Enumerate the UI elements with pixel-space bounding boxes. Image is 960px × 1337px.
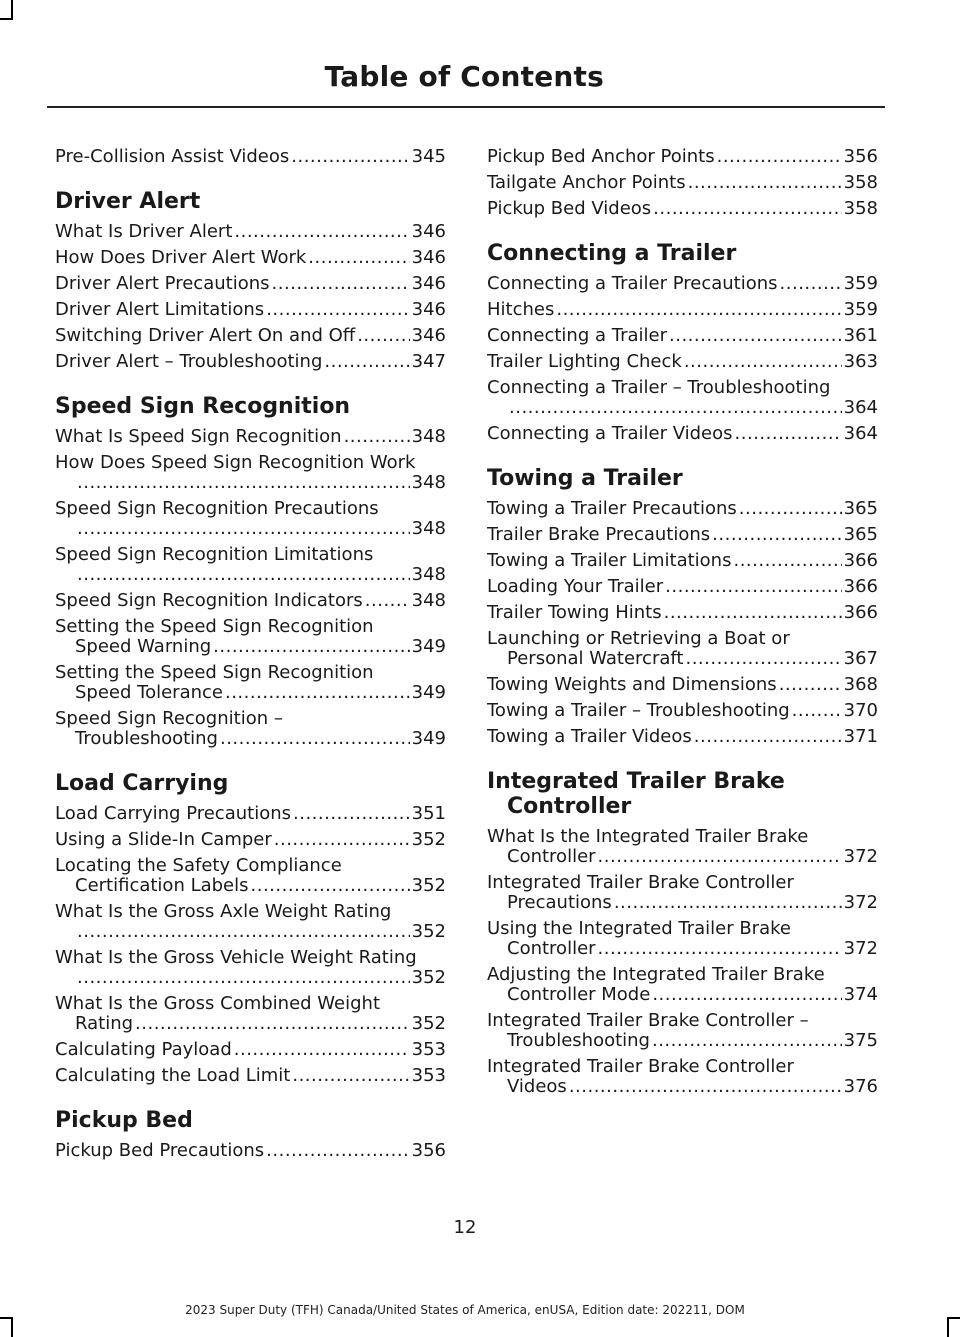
toc-entry[interactable]	[487, 525, 878, 545]
toc-entry-page: 374	[843, 984, 878, 1005]
toc-entry-title: Hitches	[487, 300, 555, 320]
dot-leader	[291, 147, 409, 167]
crop-mark	[947, 1317, 960, 1319]
toc-entry-page: 353	[411, 1040, 446, 1060]
toc-entry-title-cont: Precautions	[507, 892, 612, 913]
dot-leader	[569, 1077, 842, 1097]
dot-leader	[266, 1141, 409, 1161]
dot-leader	[717, 147, 842, 167]
toc-entry-page: 366	[843, 551, 878, 571]
toc-entry-page: 364	[843, 397, 878, 418]
toc-entry[interactable]	[55, 453, 446, 493]
toc-entry-title: Integrated Trailer Brake Controller	[487, 1057, 794, 1077]
toc-entry-page: 346	[411, 300, 446, 320]
dot-leader	[266, 300, 409, 320]
toc-entry[interactable]	[55, 856, 446, 896]
section-heading	[55, 771, 446, 796]
toc-entry[interactable]	[487, 827, 878, 867]
dot-leader	[225, 683, 410, 703]
toc-entry-page: 352	[411, 1013, 446, 1034]
toc-entry-title: What Is the Integrated Trailer Brake	[487, 827, 809, 847]
dot-leader	[556, 300, 841, 320]
toc-entry[interactable]	[487, 1057, 878, 1097]
toc-entry-title: Speed Sign Recognition Limitations	[55, 545, 374, 565]
dot-leader	[694, 727, 842, 747]
page-title: Table of Contents	[324, 60, 604, 93]
toc-entry-page: 348	[411, 427, 446, 447]
dot-leader	[77, 473, 410, 493]
toc-entry[interactable]	[487, 1011, 878, 1051]
toc-entry-title: Tailgate Anchor Points	[487, 173, 686, 193]
dot-leader	[344, 427, 410, 447]
toc-entry-page: 365	[843, 525, 878, 545]
toc-entry-title: Calculating Payload	[55, 1040, 232, 1060]
toc-entry-title: Connecting a Trailer Videos	[487, 424, 733, 444]
toc-entry-title: Trailer Towing Hints	[487, 603, 662, 623]
toc-entry[interactable]	[55, 147, 446, 167]
toc-entry-title: Towing a Trailer Precautions	[487, 499, 737, 519]
toc-entry-page: 346	[411, 222, 446, 242]
dot-leader	[652, 985, 841, 1005]
dot-leader	[292, 1066, 409, 1086]
toc-entry-page: 356	[411, 1141, 446, 1161]
toc-entry-page: 363	[843, 352, 878, 372]
toc-entry-page: 352	[411, 875, 446, 896]
toc-entry-title: Integrated Trailer Brake Controller	[487, 873, 794, 893]
toc-entry-title: Launching or Retrieving a Boat or	[487, 629, 790, 649]
toc-entry[interactable]	[55, 1066, 446, 1086]
toc-entry[interactable]	[55, 994, 446, 1034]
toc-entry-title: What Is the Gross Axle Weight Rating	[55, 902, 392, 922]
toc-entry-title-cont: Videos	[507, 1076, 567, 1097]
header-divider	[47, 106, 885, 108]
dot-leader	[598, 847, 842, 867]
toc-entry-title-cont: Rating	[75, 1013, 134, 1034]
toc-entry-title: Connecting a Trailer	[487, 326, 667, 346]
toc-entry-title: Switching Driver Alert On and Off	[55, 326, 356, 346]
dot-leader	[653, 199, 841, 219]
toc-entry[interactable]	[487, 629, 878, 669]
section-heading	[55, 189, 446, 214]
toc-entry-title: Trailer Brake Precautions	[487, 525, 711, 545]
toc-entry-page: 352	[411, 830, 446, 850]
toc-entry-page: 349	[411, 728, 446, 749]
toc-entry[interactable]	[55, 709, 446, 749]
toc-entry-title: Calculating the Load Limit	[55, 1066, 291, 1086]
toc-entry-title: Pickup Bed Anchor Points	[487, 147, 715, 167]
toc-entry-title: Locating the Safety Compliance	[55, 856, 342, 876]
toc-entry-title: Pickup Bed Videos	[487, 199, 652, 219]
toc-entry-page: 348	[411, 518, 446, 539]
toc-left-column	[55, 147, 446, 1167]
toc-entry-title: Driver Alert Precautions	[55, 274, 270, 294]
toc-entry-title-cont: Personal Watercraft	[507, 648, 684, 669]
toc-entry-page: 370	[843, 701, 878, 721]
toc-entry[interactable]	[55, 830, 446, 850]
dot-leader	[779, 675, 842, 695]
section-heading-line: Connecting a Trailer	[487, 241, 737, 266]
toc-entry-title: What Is Driver Alert	[55, 222, 233, 242]
toc-entry-title: Towing Weights and Dimensions	[487, 675, 777, 695]
toc-entry-page: 366	[843, 577, 878, 597]
toc-entry-page: 348	[411, 564, 446, 585]
toc-entry[interactable]	[487, 551, 878, 571]
dot-leader	[293, 804, 410, 824]
toc-entry-title: Driver Alert – Troubleshooting	[55, 352, 323, 372]
footer-text: 2023 Super Duty (TFH) Canada/United States of America, enUSA, Edition date: 202211, DOM	[185, 1303, 745, 1317]
dot-leader	[733, 551, 841, 571]
dot-leader	[77, 519, 410, 539]
section-heading-line: Pickup Bed	[55, 1108, 193, 1133]
dot-leader	[688, 173, 842, 193]
toc-entry-title: Pickup Bed Precautions	[55, 1141, 265, 1161]
toc-entry[interactable]	[55, 902, 446, 942]
dot-leader	[234, 222, 409, 242]
dot-leader	[220, 729, 410, 749]
toc-entry[interactable]	[55, 1040, 446, 1060]
toc-entry[interactable]	[487, 577, 878, 597]
toc-entry-page: 365	[843, 499, 878, 519]
toc-entry-page: 356	[843, 147, 878, 167]
dot-leader	[509, 398, 842, 418]
dot-leader	[685, 649, 841, 669]
toc-entry-page: 358	[843, 199, 878, 219]
toc-entry-title: Adjusting the Integrated Trailer Brake	[487, 965, 825, 985]
section-heading	[487, 769, 878, 819]
toc-entry[interactable]	[487, 378, 878, 418]
toc-entry-title: Trailer Lighting Check	[487, 352, 682, 372]
toc-entry-title: Using the Integrated Trailer Brake	[487, 919, 791, 939]
toc-entry[interactable]	[487, 300, 878, 320]
toc-entry[interactable]	[55, 248, 446, 268]
toc-entry[interactable]	[55, 274, 446, 294]
toc-entry-title: How Does Speed Sign Recognition Work	[55, 453, 416, 473]
toc-entry-title: Speed Sign Recognition Indicators	[55, 591, 363, 611]
toc-entry[interactable]	[55, 617, 446, 657]
toc-entry-title: Integrated Trailer Brake Controller –	[487, 1011, 809, 1031]
toc-entry[interactable]	[55, 352, 446, 372]
toc-entry-page: 345	[411, 147, 446, 167]
crop-mark	[0, 18, 13, 20]
toc-entry-title: Speed Sign Recognition –	[55, 709, 283, 729]
dot-leader	[77, 922, 410, 942]
toc-entry-title-cont: Troubleshooting	[75, 728, 218, 749]
toc-entry-page: 367	[843, 648, 878, 669]
toc-entry-title-cont: Controller	[507, 846, 596, 867]
toc-entry[interactable]	[487, 424, 878, 444]
toc-entry[interactable]	[487, 873, 878, 913]
toc-entry-title: Setting the Speed Sign Recognition	[55, 617, 374, 637]
toc-entry[interactable]	[55, 663, 446, 703]
toc-entry-title-cont: Controller	[507, 938, 596, 959]
toc-entry[interactable]	[487, 326, 878, 346]
toc-entry-page: 353	[411, 1066, 446, 1086]
toc-entry-title-cont: Troubleshooting	[507, 1030, 650, 1051]
toc-entry[interactable]	[55, 545, 446, 585]
toc-entry-title: Loading Your Trailer	[487, 577, 664, 597]
toc-entry-page: 371	[843, 727, 878, 747]
toc-entry-page: 348	[411, 472, 446, 493]
toc-entry[interactable]	[487, 727, 878, 747]
toc-entry-title: What Is the Gross Combined Weight	[55, 994, 381, 1014]
toc-entry-page: 349	[411, 636, 446, 657]
section-heading	[55, 1108, 446, 1133]
section-heading-line: Integrated Trailer Brake	[487, 769, 785, 794]
toc-entry[interactable]	[487, 199, 878, 219]
dot-leader	[598, 939, 842, 959]
section-heading	[487, 466, 878, 491]
toc-entry-page: 346	[411, 326, 446, 346]
toc-entry-page: 347	[411, 352, 446, 372]
toc-entry-title: Using a Slide-In Camper	[55, 830, 272, 850]
toc-entry[interactable]	[55, 300, 446, 320]
dot-leader	[652, 1031, 842, 1051]
dot-leader	[739, 499, 842, 519]
toc-entry[interactable]	[487, 701, 878, 721]
toc-entry-page: 364	[843, 424, 878, 444]
dot-leader	[324, 352, 409, 372]
toc-entry-title: How Does Driver Alert Work	[55, 248, 307, 268]
section-heading-line: Load Carrying	[55, 771, 229, 796]
toc-entry[interactable]	[55, 1141, 446, 1161]
dot-leader	[664, 603, 842, 623]
section-heading-line: Controller	[507, 794, 632, 819]
dot-leader	[213, 637, 409, 657]
toc-entry[interactable]	[55, 326, 446, 346]
toc-entry-page: 366	[843, 603, 878, 623]
dot-leader	[308, 248, 409, 268]
dot-leader	[272, 274, 410, 294]
toc-entry-title: Pre-Collision Assist Videos	[55, 147, 290, 167]
toc-entry[interactable]	[55, 499, 446, 539]
dot-leader	[780, 274, 842, 294]
toc-entry[interactable]	[487, 675, 878, 695]
toc-entry-page: 372	[843, 846, 878, 867]
section-heading-line: Towing a Trailer	[487, 466, 683, 491]
toc-entry-title: Towing a Trailer Videos	[487, 727, 692, 747]
crop-mark	[0, 1317, 13, 1319]
dot-leader	[77, 968, 410, 988]
dot-leader	[251, 876, 410, 896]
dot-leader	[365, 591, 410, 611]
toc-entry-title-cont: Certification Labels	[75, 875, 249, 896]
section-heading	[55, 394, 446, 419]
toc-entry-page: 351	[411, 804, 446, 824]
dot-leader	[735, 424, 842, 444]
toc-entry-title: Speed Sign Recognition Precautions	[55, 499, 379, 519]
toc-entry-page: 361	[843, 326, 878, 346]
toc-entry-page: 346	[411, 248, 446, 268]
toc-entry-page: 349	[411, 682, 446, 703]
dot-leader	[792, 701, 842, 721]
toc-entry-page: 372	[843, 938, 878, 959]
toc-entry[interactable]	[55, 948, 446, 988]
toc-entry[interactable]	[487, 352, 878, 372]
crop-mark	[947, 1317, 949, 1337]
dot-leader	[665, 577, 841, 597]
dot-leader	[357, 326, 409, 346]
dot-leader	[712, 525, 841, 545]
toc-entry[interactable]	[55, 222, 446, 242]
section-heading-line: Speed Sign Recognition	[55, 394, 351, 419]
dot-leader	[77, 565, 410, 585]
toc-entry[interactable]	[487, 499, 878, 519]
toc-entry[interactable]	[55, 804, 446, 824]
toc-entry-page: 375	[843, 1030, 878, 1051]
toc-entry[interactable]	[487, 173, 878, 193]
dot-leader	[234, 1040, 410, 1060]
toc-entry-title: Connecting a Trailer Precautions	[487, 274, 778, 294]
toc-entry[interactable]	[487, 919, 878, 959]
toc-entry[interactable]	[487, 965, 878, 1005]
toc-entry-page: 348	[411, 591, 446, 611]
dot-leader	[274, 830, 410, 850]
toc-entry-title: What Is Speed Sign Recognition	[55, 427, 342, 447]
toc-entry-title: Towing a Trailer – Troubleshooting	[487, 701, 790, 721]
toc-entry-title: What Is the Gross Vehicle Weight Rating	[55, 948, 417, 968]
toc-right-column	[487, 147, 878, 1103]
toc-entry-page: 376	[843, 1076, 878, 1097]
toc-entry-page: 352	[411, 921, 446, 942]
toc-entry-title: Load Carrying Precautions	[55, 804, 292, 824]
toc-entry-title-cont: Speed Warning	[75, 636, 212, 657]
dot-leader	[684, 352, 842, 372]
toc-entry-page: 368	[843, 675, 878, 695]
toc-entry-title: Connecting a Trailer – Troubleshooting	[487, 378, 831, 398]
toc-entry-page: 346	[411, 274, 446, 294]
toc-entry-title-cont: Controller Mode	[507, 984, 651, 1005]
toc-entry-page: 359	[843, 274, 878, 294]
toc-entry[interactable]	[55, 591, 446, 611]
page-number: 12	[453, 1217, 477, 1238]
toc-entry-page: 359	[843, 300, 878, 320]
toc-entry-title: Towing a Trailer Limitations	[487, 551, 732, 571]
section-heading-line: Driver Alert	[55, 189, 201, 214]
toc-entry-title: Driver Alert Limitations	[55, 300, 265, 320]
toc-entry-page: 352	[411, 967, 446, 988]
dot-leader	[614, 893, 842, 913]
toc-entry-page: 372	[843, 892, 878, 913]
crop-mark	[11, 0, 13, 20]
section-heading	[487, 241, 878, 266]
toc-entry-title: Setting the Speed Sign Recognition	[55, 663, 374, 683]
toc-entry[interactable]	[487, 603, 878, 623]
crop-mark	[11, 1317, 13, 1337]
toc-entry[interactable]	[55, 427, 446, 447]
toc-entry-title-cont: Speed Tolerance	[75, 682, 223, 703]
dot-leader	[669, 326, 842, 346]
toc-entry[interactable]	[487, 147, 878, 167]
toc-entry-page: 358	[843, 173, 878, 193]
dot-leader	[135, 1014, 410, 1034]
toc-entry[interactable]	[487, 274, 878, 294]
